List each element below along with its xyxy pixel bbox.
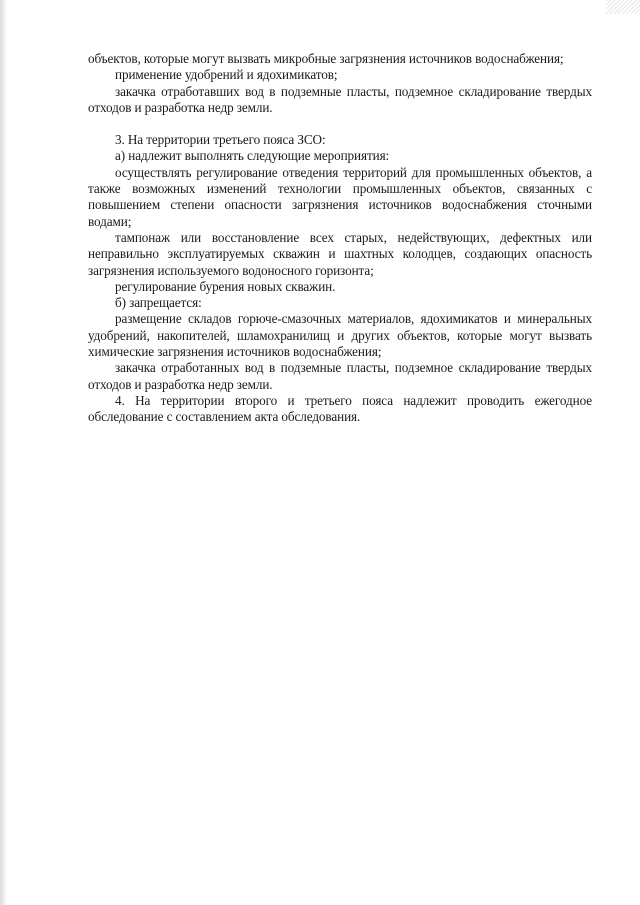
document-body: [88, 51, 592, 426]
scan-corner-artifact: [606, 0, 640, 14]
paragraph-fertilizers: применение удобрений и ядохимикатов;: [115, 67, 338, 83]
paragraph-injection-prohibition: закачка отработанных вод в подземные пласты, подземное складирование твердых отходов и разработка недр земли.: [88, 360, 592, 392]
paragraph-storage-prohibition: размещение складов горюче-смазочных материалов, ядохимикатов и минеральных удобрений, накопителей, шламохранилищ и других объектов, которые могут вызвать химические загрязнения источников водоснабжения;: [88, 311, 592, 360]
paragraph-territory-regulation: осуществлять регулирование отведения территорий для промышленных объектов, а также возможных изменений технологии промышленных объектов, связанных с повышением степени опасности загрязнения источников водоснабжения сточными водами;: [88, 164, 592, 229]
paragraph-drilling-regulation: регулирование бурения новых скважин.: [115, 278, 336, 294]
section-four-inspection: 4. На территории второго и третьего пояса надлежит проводить ежегодное обследование с составлением акта обследования.: [88, 392, 592, 425]
paragraph-well-plugging: тампонаж или восстановление всех старых, недействующих, дефектных или неправильно эксплуатируемых скважин и шахтных колодцев, создающих опасность загрязнения используемого водоносного горизонта;: [88, 229, 592, 278]
subsection-b-heading: б) запрещается:: [115, 295, 202, 311]
paragraph-wastewater-injection: закачка отработавших вод в подземные пласты, подземное складирование твердых отходов и разработка недр земли.: [88, 83, 592, 115]
section-heading-third-belt: 3. На территории третьего пояса ЗСО:: [115, 132, 326, 148]
scan-edge-shadow: [0, 0, 7, 905]
paragraph-continuation: объектов, которые могут вызвать микробные загрязнения источников водоснабжения;: [88, 51, 564, 66]
subsection-a-heading: а) надлежит выполнять следующие мероприятия:: [115, 148, 390, 164]
